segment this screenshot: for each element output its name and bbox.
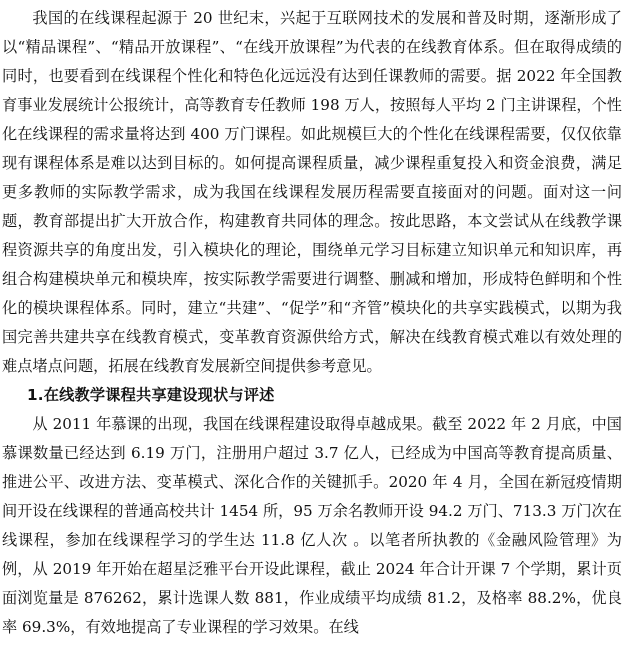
section-paragraph: 从 2011 年慕课的出现，我国在线课程建设取得卓越成果。截至 2022 年 2 月底，中国慕课数量已经达到 6.19 万门，注册用户超过 3.7 亿人，已经成为中国高等教育提高质量、推进公平、改进方法、变革模式、深化合作的关键抓手。2020 年 4 月，全国在新冠疫情期间开设在线课程的普通高校共计 1454 所，95 万余名教师开设 94.2 万门、713.3 万门次在线课程，参加在线课程学习的学生达 11.8 亿人次 。以笔者所执教的《金融风险管理》为例，从 2019 年开始在超星泛雅平台开设此课程，截止 2024 年合计开课 7 个学期，累计页面浏览量是 876262，累计选课人数 881，作业成绩平均成绩 81.2，及格率 88.2%，优良率 69.3%，有效地提高了专业课程的学习效果。在线: [2, 415, 622, 636]
intro-paragraph: 我国的在线课程起源于 20 世纪末，兴起于互联网技术的发展和普及时期，逐渐形成了以“精品课程”、“精品开放课程”、“在线开放课程”为代表的在线教育体系。但在取得成绩的同时，也要看到在线课程个性化和特色化远远没有达到任课教师的需要。据 2022 年全国教育事业发展统计公报统计，高等教育专任教师 198 万人，按照每人平均 2 门主讲课程，个性化在线课程的需求量将达到 400 万门课程。如此规模巨大的个性化在线课程需要，仅仅依靠现有课程体系是难以达到目标的。如何提高课程质量，减少课程重复投入和资金浪费，满足更多教师的实际教学需求，成为我国在线课程发展历程需要直接面对的问题。面对这一问题，教育部提出扩大开放合作，构建教育共同体的理念。按此思路，本文尝试从在线教学课程资源共享的角度出发，引入模块化的理论，围绕单元学习目标建立知识单元和知识库，再组合构建模块单元和模块库，按实际教学需要进行调整、删减和增加，形成特色鲜明和个性化的模块课程体系。同时，建立“共建”、“促学”和“齐管”模块化的共享实践模式，以期为我国完善共建共享在线教育模式，变革教育资源供给方式，解决在线教育模式难以有效处理的难点堵点问题，拓展在线教育发展新空间提供参考意见。: [2, 9, 622, 375]
section-heading: 1.在线教学课程共享建设现状与评述: [27, 386, 275, 404]
